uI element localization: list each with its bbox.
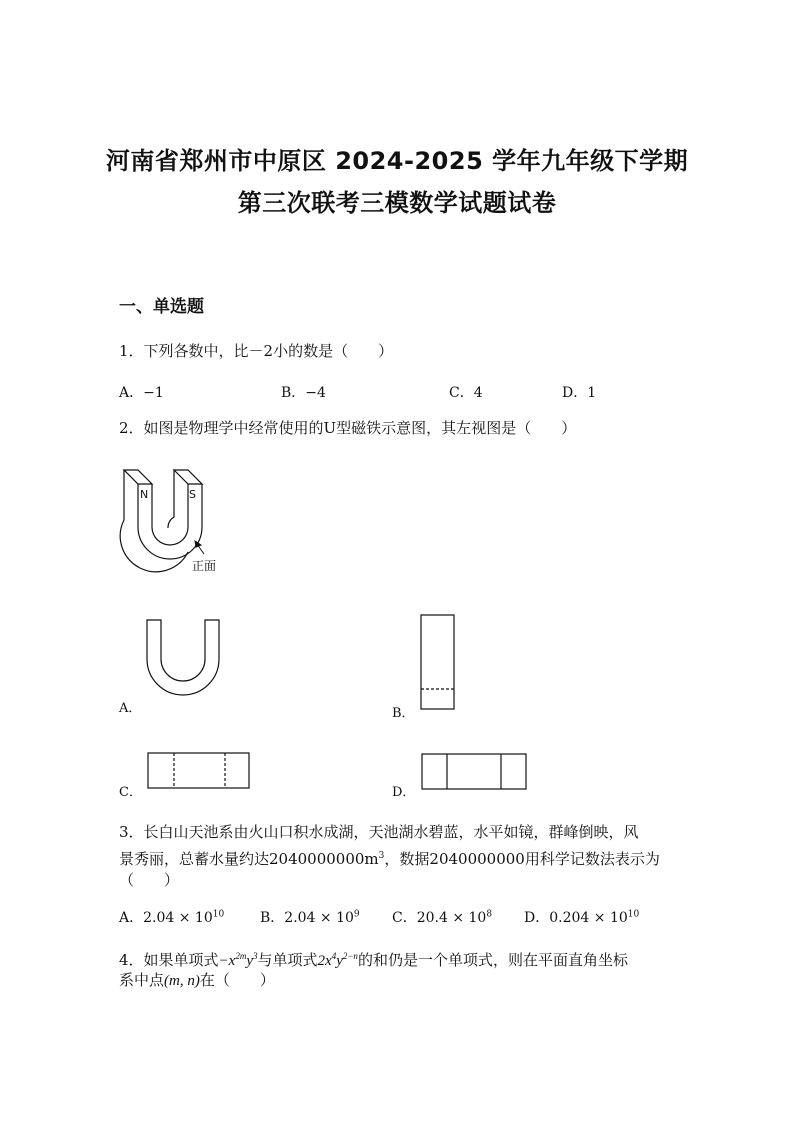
question-2-stem: 2．如图是物理学中经常使用的U型磁铁示意图，其左视图是（ ） — [119, 419, 577, 437]
q3-unit-exponent: 3 — [378, 851, 385, 861]
q3-option-a: A．$2.04 \times 10^{10}$ — [119, 909, 225, 926]
front-arrow-icon — [195, 541, 204, 554]
title-line-1: 河南省郑州市中原区 2024-2025 学年九年级下学期 — [105, 147, 689, 175]
title-line-2: 第三次联考三模数学试题试卷 — [237, 189, 557, 217]
q3-option-c: C．$20.4 \times 10^8$ — [392, 909, 493, 926]
u-magnet-figure — [118, 462, 238, 577]
n-pole-label: N — [140, 488, 149, 501]
question-3-line-2 — [119, 844, 679, 871]
question-4-line-1: 4．如果单项式$-x^{2m}y^3$与单项式$2x^4y^{2-n}$的和仍是一个单项式，则在平面直角坐标 — [119, 951, 628, 969]
q3-option-b: B．$2.04 \times 10^9$ — [260, 909, 360, 926]
question-1-stem: 1．下列各数中，比－2小的数是（ ） — [119, 342, 394, 360]
q1-option-a: A．−1 — [119, 385, 164, 401]
q2-option-a-figure — [146, 619, 221, 694]
q2-option-b-label: B． — [392, 706, 415, 721]
q3-option-d: D．$0.204 \times 10^{10}$ — [524, 909, 640, 926]
q2-option-c-label: C． — [119, 785, 142, 800]
q2-option-b-figure — [420, 614, 456, 712]
question-3-line-1: 3．长白山天池系由火山口积水成湖，天池湖水碧蓝，水平如镜，群峰倒映，风 — [119, 823, 639, 841]
q4-point: (m, n) — [164, 973, 200, 989]
q1-option-b: B．−4 — [281, 385, 326, 401]
q4-term-1: $-x^{2m}y^3$ — [218, 951, 258, 969]
q4-term-2: $2x^4y^{2-n}$ — [317, 951, 358, 969]
s-pole-label: S — [189, 488, 196, 501]
q2-option-d-figure — [421, 753, 529, 791]
question-3-line-3: （ ） — [119, 871, 180, 889]
q3-line-2-suffix: ，数据2040000000用科学记数法表示为 — [384, 850, 660, 868]
q1-option-d: D．1 — [562, 385, 597, 401]
q2-option-d-label: D． — [392, 785, 416, 800]
q2-option-c-figure — [147, 752, 251, 790]
q2-option-a-label: A． — [119, 701, 142, 716]
front-label: 正面 — [192, 559, 217, 573]
q3-line-2-prefix: 景秀丽，总蓄水量约达2040000000m — [119, 850, 379, 868]
section-heading: 一、单选题 — [119, 297, 204, 317]
q1-option-c: C．4 — [449, 385, 483, 401]
question-4-line-2: 系中点(m, n)在（ ） — [119, 971, 275, 989]
